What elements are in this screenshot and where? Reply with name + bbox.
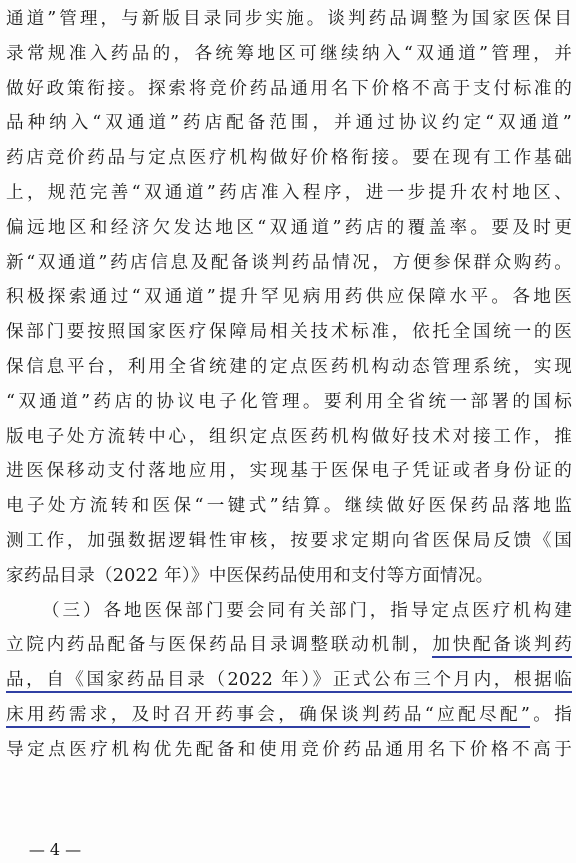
plain-text: 立院内药品配备与医保药品目录调整联动机制， bbox=[6, 635, 433, 656]
text-line: 积极探索通过“双通道”提升罕见病用药供应保障水平。各地医 bbox=[6, 287, 572, 308]
page-number: — 4 — bbox=[28, 840, 82, 859]
paragraph-3-line-4 bbox=[6, 698, 572, 733]
paragraph-3-line-5: 导定点医疗机构优先配备和使用竞价药品通用名下价格不高于 bbox=[6, 739, 572, 760]
text-line: 电子处方流转和医保“一键式”结算。继续做好医保药品落地监 bbox=[6, 496, 572, 517]
paragraph-3-line-3 bbox=[6, 663, 572, 698]
text-line: 做好政策衔接。探索将竞价药品通用名下价格不高于支付标准的 bbox=[6, 78, 572, 99]
text-line: 上，规范完善“双通道”药店准入程序，进一步提升农村地区、 bbox=[6, 182, 572, 203]
text-line: 保信息平台，利用全省统建的定点医药机构动态管理系统，实现 bbox=[6, 356, 572, 377]
text-line: 录常规准入药品的，各统筹地区可继续纳入“双通道”管理，并 bbox=[6, 43, 572, 64]
document-body bbox=[6, 2, 572, 768]
underlined-highlight: 加快配备谈判药 bbox=[432, 635, 572, 658]
text-line: 通道”管理，与新版目录同步实施。谈判药品调整为国家医保目 bbox=[6, 9, 572, 29]
text-line: 版电子处方流转中心，组织定点医药机构做好技术对接工作，推 bbox=[6, 426, 572, 447]
text-line: 进医保移动支付落地应用，实现基于医保电子凭证或者身份证的 bbox=[6, 461, 572, 482]
text-line: 偏远地区和经济欠发达地区“双通道”药店的覆盖率。要及时更 bbox=[6, 217, 572, 238]
underlined-highlight: 床用药需求，及时召开药事会，确保谈判药品“应配尽配” bbox=[6, 705, 530, 728]
text-line: 新“双通道”药店信息及配备谈判药品情况，方便参保群众购药。 bbox=[6, 252, 572, 273]
plain-text: 。指 bbox=[530, 704, 572, 725]
text-line: 家药品目录（2022 年）》中医保药品使用和支付等方面情况。 bbox=[6, 565, 494, 586]
text-line: “双通道”药店的协议电子化管理。要利用全省统一部署的国标 bbox=[6, 391, 572, 412]
text-line: 品种纳入“双通道”药店配备范围，并通过协议约定“双通道” bbox=[6, 113, 572, 134]
text-line: 药店竞价药品与定点医疗机构做好价格衔接。要在现有工作基础 bbox=[6, 148, 572, 169]
paragraph-3-line-2 bbox=[6, 628, 572, 663]
paragraph-3-line-1: （三）各地医保部门要会同有关部门，指导定点医疗机构建 bbox=[42, 600, 572, 621]
underlined-highlight: 品，自《国家药品目录（2022 年）》正式公布三个月内，根据临 bbox=[6, 670, 572, 693]
text-line: 测工作，加强数据逻辑性审核，按要求定期向省医保局反馈《国 bbox=[6, 530, 572, 551]
text-line: 保部门要按照国家医疗保障局相关技术标准，依托全国统一的医 bbox=[6, 322, 572, 343]
